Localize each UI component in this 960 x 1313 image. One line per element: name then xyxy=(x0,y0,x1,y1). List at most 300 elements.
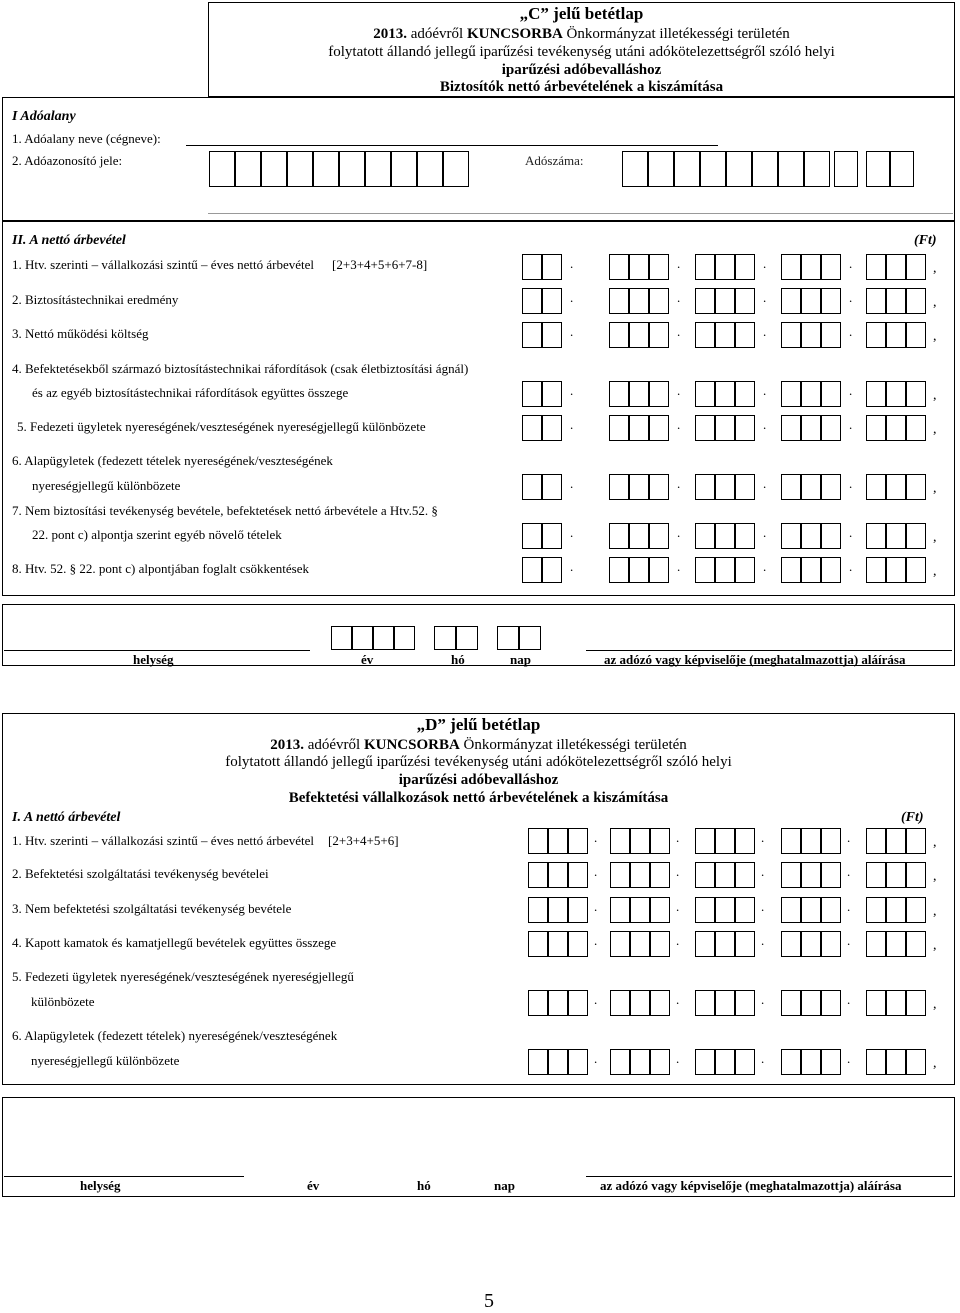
d-row3-digit-box[interactable] xyxy=(568,897,588,923)
d-row3-thousand-separator: . xyxy=(761,899,765,914)
c-row2-digit-box[interactable] xyxy=(821,288,841,314)
d-row1-formula: [2+3+4+5+6] xyxy=(328,833,399,848)
d-row3-digit-box[interactable] xyxy=(821,897,841,923)
c-row6-digit-box[interactable] xyxy=(522,474,542,500)
tax-id-digit-box[interactable] xyxy=(261,151,287,187)
c-row1-thousand-separator: . xyxy=(763,256,767,271)
c-row4-digit-box[interactable] xyxy=(801,381,821,407)
d-row5-digit-box[interactable] xyxy=(906,990,926,1016)
c-row8-digit-box[interactable] xyxy=(735,557,755,583)
c-row3-digit-box[interactable] xyxy=(735,322,755,348)
c-row5-thousand-separator: . xyxy=(677,417,681,432)
d-row3-digit-box[interactable] xyxy=(781,897,801,923)
c-row5-digit-box[interactable] xyxy=(866,415,886,441)
d-row2-label: 2. Befektetési szolgáltatási tevékenység bevételei xyxy=(12,866,269,881)
c-row1-digit-box[interactable] xyxy=(886,254,906,280)
d-row4-digit-box[interactable] xyxy=(568,931,588,957)
c-row3-digit-box[interactable] xyxy=(781,322,801,348)
day-digit-box[interactable] xyxy=(497,626,519,650)
c-row8-digit-box[interactable] xyxy=(781,557,801,583)
year-digit-box[interactable] xyxy=(352,626,373,650)
c-row3-digit-box[interactable] xyxy=(886,322,906,348)
taxpayer-name-field[interactable] xyxy=(186,145,718,146)
d-row3-digit-box[interactable] xyxy=(715,897,735,923)
c-row4-digit-box[interactable] xyxy=(609,381,629,407)
year-digit-box[interactable] xyxy=(373,626,394,650)
c-row6-digit-box[interactable] xyxy=(735,474,755,500)
c-row5-label: 5. Fedezeti ügyletek nyereségének/veszteségének nyereségjellegű különbözete xyxy=(17,419,426,434)
c-row5-digit-box[interactable] xyxy=(695,415,715,441)
tax-id-digit-box[interactable] xyxy=(417,151,443,187)
c-row6-digit-box[interactable] xyxy=(542,474,562,500)
d-row6-digit-box[interactable] xyxy=(821,1049,841,1075)
d-row3-digit-box[interactable] xyxy=(866,897,886,923)
c-row6-digit-box[interactable] xyxy=(649,474,669,500)
signature-line[interactable] xyxy=(586,650,952,651)
c-row7-digit-box[interactable] xyxy=(906,523,926,549)
c-row4-digit-box[interactable] xyxy=(695,381,715,407)
c-row6-digit-box[interactable] xyxy=(866,474,886,500)
d-row5-digit-box[interactable] xyxy=(568,990,588,1016)
d-row5-digit-box[interactable] xyxy=(548,990,568,1016)
d-row1-digit-box[interactable] xyxy=(906,828,926,854)
c-row4-thousand-separator: . xyxy=(677,383,681,398)
d-row6-digit-box[interactable] xyxy=(568,1049,588,1075)
c-row4-digit-box[interactable] xyxy=(715,381,735,407)
c-row1-digit-box[interactable] xyxy=(906,254,926,280)
tax-id-digit-box[interactable] xyxy=(287,151,313,187)
d-row6-digit-box[interactable] xyxy=(528,1049,548,1075)
c-row5-digit-box[interactable] xyxy=(781,415,801,441)
d-row5-digit-box[interactable] xyxy=(630,990,650,1016)
c-row5-digit-box[interactable] xyxy=(715,415,735,441)
c-row7-digit-box[interactable] xyxy=(629,523,649,549)
c-row5-thousand-separator: . xyxy=(763,417,767,432)
tax-id-digit-box[interactable] xyxy=(313,151,339,187)
tax-id-digit-box[interactable] xyxy=(443,151,469,187)
d-row2-digit-box[interactable] xyxy=(610,862,630,888)
c-row2-thousand-separator: . xyxy=(570,290,574,305)
tax-number-digit-box[interactable] xyxy=(804,151,830,187)
c-row1-digit-box[interactable] xyxy=(781,254,801,280)
c-row5-digit-box[interactable] xyxy=(906,415,926,441)
d-row2-digit-box[interactable] xyxy=(821,862,841,888)
c-row2-digit-box[interactable] xyxy=(609,288,629,314)
c-row8-digit-box[interactable] xyxy=(866,557,886,583)
c-row6-label-2: nyereségjellegű különbözete xyxy=(32,478,181,493)
d-row1-digit-box[interactable] xyxy=(650,828,670,854)
d-row5-digit-box[interactable] xyxy=(528,990,548,1016)
c-row5-digit-box[interactable] xyxy=(821,415,841,441)
d-row4-digit-box[interactable] xyxy=(610,931,630,957)
c-row7-thousand-separator: . xyxy=(570,525,574,540)
c-row1-label: 1. Htv. szerinti – vállalkozási szintű – éves nettó árbevétel [2+3+4+5+6+7-8] xyxy=(12,257,428,272)
c-row6-digit-box[interactable] xyxy=(609,474,629,500)
c-row4-thousand-separator: . xyxy=(570,383,574,398)
c-row3-thousand-separator: . xyxy=(763,324,767,339)
c-row3-digit-box[interactable] xyxy=(801,322,821,348)
d-row2-digit-box[interactable] xyxy=(630,862,650,888)
tax-id-digit-box[interactable] xyxy=(339,151,365,187)
c-row7-thousand-separator: . xyxy=(849,525,853,540)
d-row2-digit-box[interactable] xyxy=(886,862,906,888)
c-row7-digit-box[interactable] xyxy=(735,523,755,549)
c-row3-digit-box[interactable] xyxy=(542,322,562,348)
c-row8-digit-box[interactable] xyxy=(629,557,649,583)
d-row6-digit-box[interactable] xyxy=(735,1049,755,1075)
c-row5-digit-box[interactable] xyxy=(522,415,542,441)
c-row7-digit-box[interactable] xyxy=(801,523,821,549)
d-row5-digit-box[interactable] xyxy=(886,990,906,1016)
c-row2-digit-box[interactable] xyxy=(629,288,649,314)
d-row1-digit-box[interactable] xyxy=(866,828,886,854)
c-row4-digit-box[interactable] xyxy=(886,381,906,407)
d-row4-digit-box[interactable] xyxy=(695,931,715,957)
d-sig-signer-label: az adózó vagy képviselője (meghatalmazottja) aláírása xyxy=(600,1178,902,1193)
d-row5-label: 5. Fedezeti ügyletek nyereségének/veszteségének nyereségjellegű xyxy=(12,969,354,984)
tax-number-digit-box[interactable] xyxy=(752,151,778,187)
c-row7-digit-box[interactable] xyxy=(695,523,715,549)
d-row2-digit-box[interactable] xyxy=(866,862,886,888)
c-row5-digit-box[interactable] xyxy=(886,415,906,441)
d-row3-digit-box[interactable] xyxy=(886,897,906,923)
d-row2-digit-box[interactable] xyxy=(650,862,670,888)
form-c-line1-suffix: Önkormányzat illetékességi területén xyxy=(562,26,790,42)
c-row4-digit-box[interactable] xyxy=(821,381,841,407)
c-row4-digit-box[interactable] xyxy=(522,381,542,407)
d-row3-thousand-separator: . xyxy=(676,899,680,914)
d-row3-digit-box[interactable] xyxy=(695,897,715,923)
c-row6-digit-box[interactable] xyxy=(695,474,715,500)
d-row4-digit-box[interactable] xyxy=(548,931,568,957)
c-row1-digit-box[interactable] xyxy=(801,254,821,280)
d-row2-digit-box[interactable] xyxy=(528,862,548,888)
c-row5-decimal-comma: , xyxy=(933,422,937,437)
c-row4-digit-box[interactable] xyxy=(542,381,562,407)
c-row3-digit-box[interactable] xyxy=(609,322,629,348)
c-row7-digit-box[interactable] xyxy=(542,523,562,549)
d-row3-digit-box[interactable] xyxy=(735,897,755,923)
d-row5-digit-box[interactable] xyxy=(821,990,841,1016)
c-row8-thousand-separator: . xyxy=(763,559,767,574)
tax-id-digit-box[interactable] xyxy=(365,151,391,187)
form-c-year: 2013. xyxy=(373,26,407,42)
d-row1-digit-box[interactable] xyxy=(886,828,906,854)
d-row4-digit-box[interactable] xyxy=(781,931,801,957)
d-row5-digit-box[interactable] xyxy=(735,990,755,1016)
d-row6-digit-box[interactable] xyxy=(695,1049,715,1075)
d-row4-digit-box[interactable] xyxy=(650,931,670,957)
d-row6-digit-box[interactable] xyxy=(906,1049,926,1075)
d-row4-digit-box[interactable] xyxy=(886,931,906,957)
d-row2-thousand-separator: . xyxy=(847,864,851,879)
d-row4-digit-box[interactable] xyxy=(801,931,821,957)
d-row4-thousand-separator: . xyxy=(847,933,851,948)
c-row3-digit-box[interactable] xyxy=(906,322,926,348)
c-row3-thousand-separator: . xyxy=(677,324,681,339)
d-row6-thousand-separator: . xyxy=(676,1051,680,1066)
c-row3-digit-box[interactable] xyxy=(866,322,886,348)
c-row8-digit-box[interactable] xyxy=(906,557,926,583)
tax-number-digit-box[interactable] xyxy=(726,151,752,187)
d-row3-thousand-separator: . xyxy=(594,899,598,914)
c-row7-digit-box[interactable] xyxy=(866,523,886,549)
d-row3-digit-box[interactable] xyxy=(801,897,821,923)
d-row1-digit-box[interactable] xyxy=(548,828,568,854)
d-row5-decimal-comma: , xyxy=(933,997,937,1012)
c-row1-digit-box[interactable] xyxy=(735,254,755,280)
d-row1-digit-box[interactable] xyxy=(781,828,801,854)
d-row4-thousand-separator: . xyxy=(676,933,680,948)
c-row6-thousand-separator: . xyxy=(570,476,574,491)
c-row1-formula: [2+3+4+5+6+7-8] xyxy=(332,257,428,272)
d-row6-digit-box[interactable] xyxy=(610,1049,630,1075)
c-row6-digit-box[interactable] xyxy=(781,474,801,500)
d-row6-digit-box[interactable] xyxy=(548,1049,568,1075)
c-row1-digit-box[interactable] xyxy=(629,254,649,280)
c-row1-digit-box[interactable] xyxy=(522,254,542,280)
c-row6-digit-box[interactable] xyxy=(886,474,906,500)
c-sig-place-label: helység xyxy=(133,652,174,667)
c-row1-digit-box[interactable] xyxy=(821,254,841,280)
c-row5-digit-box[interactable] xyxy=(801,415,821,441)
d-sig-place-label: helység xyxy=(80,1178,121,1193)
c-row2-digit-box[interactable] xyxy=(886,288,906,314)
tax-id-digit-box[interactable] xyxy=(391,151,417,187)
d-row2-digit-box[interactable] xyxy=(568,862,588,888)
c-row1-digit-box[interactable] xyxy=(649,254,669,280)
d-row2-digit-box[interactable] xyxy=(781,862,801,888)
tax-id-digit-box[interactable] xyxy=(235,151,261,187)
tax-number-digit-box[interactable] xyxy=(700,151,726,187)
d-row6-digit-box[interactable] xyxy=(650,1049,670,1075)
signature-line-d[interactable] xyxy=(586,1176,952,1177)
d-row4-digit-box[interactable] xyxy=(735,931,755,957)
d-row3-thousand-separator: . xyxy=(847,899,851,914)
c-row7-thousand-separator: . xyxy=(677,525,681,540)
c-row8-digit-box[interactable] xyxy=(649,557,669,583)
c-row6-digit-box[interactable] xyxy=(629,474,649,500)
c-row2-digit-box[interactable] xyxy=(542,288,562,314)
d-row2-digit-box[interactable] xyxy=(906,862,926,888)
d-row5-digit-box[interactable] xyxy=(801,990,821,1016)
d-row2-digit-box[interactable] xyxy=(548,862,568,888)
c-row8-digit-box[interactable] xyxy=(542,557,562,583)
d-row2-digit-box[interactable] xyxy=(695,862,715,888)
d-row6-digit-box[interactable] xyxy=(715,1049,735,1075)
d-row4-digit-box[interactable] xyxy=(528,931,548,957)
c-row1-thousand-separator: . xyxy=(677,256,681,271)
d-row6-label: 6. Alapügyletek (fedezett tételek) nyereségének/veszteségének xyxy=(12,1028,338,1043)
c-row5-digit-box[interactable] xyxy=(649,415,669,441)
d-sig-year-label: év xyxy=(307,1178,320,1193)
c-row4-digit-box[interactable] xyxy=(649,381,669,407)
d-row5-digit-box[interactable] xyxy=(695,990,715,1016)
c-row3-digit-box[interactable] xyxy=(821,322,841,348)
d-row1-digit-box[interactable] xyxy=(528,828,548,854)
d-row1-digit-box[interactable] xyxy=(801,828,821,854)
form-c-subtitle-line4: Biztosítók nettó árbevételének a kiszámítása xyxy=(439,79,724,95)
c-row5-thousand-separator: . xyxy=(570,417,574,432)
d-row4-digit-box[interactable] xyxy=(866,931,886,957)
tax-number-digit-box[interactable] xyxy=(648,151,674,187)
c-row2-digit-box[interactable] xyxy=(715,288,735,314)
c-row3-digit-box[interactable] xyxy=(629,322,649,348)
c-row8-digit-box[interactable] xyxy=(886,557,906,583)
c-row8-digit-box[interactable] xyxy=(522,557,542,583)
c-row1-digit-box[interactable] xyxy=(715,254,735,280)
d-row6-digit-box[interactable] xyxy=(801,1049,821,1075)
c-row2-digit-box[interactable] xyxy=(801,288,821,314)
c-row2-digit-box[interactable] xyxy=(735,288,755,314)
c-row6-digit-box[interactable] xyxy=(801,474,821,500)
c-row4-digit-box[interactable] xyxy=(906,381,926,407)
d-row4-digit-box[interactable] xyxy=(715,931,735,957)
month-digit-box[interactable] xyxy=(434,626,456,650)
form-c-section2-title: II. A nettó árbevétel xyxy=(12,233,126,248)
c-row5-digit-box[interactable] xyxy=(542,415,562,441)
c-row4-thousand-separator: . xyxy=(849,383,853,398)
form-c-subtitle-line1 xyxy=(209,25,954,43)
d-row1-digit-box[interactable] xyxy=(610,828,630,854)
d-row5-digit-box[interactable] xyxy=(715,990,735,1016)
c-row4-digit-box[interactable] xyxy=(866,381,886,407)
c-row6-digit-box[interactable] xyxy=(906,474,926,500)
place-line-d[interactable] xyxy=(4,1176,244,1177)
d-row5-digit-box[interactable] xyxy=(650,990,670,1016)
c-row1-digit-box[interactable] xyxy=(542,254,562,280)
d-row5-digit-box[interactable] xyxy=(866,990,886,1016)
place-line[interactable] xyxy=(4,650,310,651)
c-row8-digit-box[interactable] xyxy=(695,557,715,583)
c-row6-digit-box[interactable] xyxy=(715,474,735,500)
c-row7-digit-box[interactable] xyxy=(886,523,906,549)
d-row3-digit-box[interactable] xyxy=(650,897,670,923)
d-row1-thousand-separator: . xyxy=(594,830,598,845)
c-row1-thousand-separator: . xyxy=(570,256,574,271)
form-d-subtitle-line3: iparűzési adóbevalláshoz xyxy=(398,772,559,788)
c-row8-thousand-separator: . xyxy=(570,559,574,574)
c-row8-thousand-separator: . xyxy=(849,559,853,574)
d-row5-thousand-separator: . xyxy=(847,992,851,1007)
c-row1-digit-box[interactable] xyxy=(695,254,715,280)
form-c-section1-title: I Adóalany xyxy=(12,109,76,124)
d-row6-digit-box[interactable] xyxy=(886,1049,906,1075)
d-row5-digit-box[interactable] xyxy=(610,990,630,1016)
c-row5-digit-box[interactable] xyxy=(609,415,629,441)
form-d-subtitle-line2: folytatott állandó jellegű iparűzési tevékenység utáni adókötelezettségről szóló helyi xyxy=(225,754,732,770)
c-row3-digit-box[interactable] xyxy=(522,322,542,348)
form-c-header-box xyxy=(208,2,955,97)
tax-number-digit-box[interactable] xyxy=(674,151,700,187)
d-row1-digit-box[interactable] xyxy=(568,828,588,854)
month-digit-box[interactable] xyxy=(456,626,478,650)
c-row7-digit-box[interactable] xyxy=(715,523,735,549)
d-row2-digit-box[interactable] xyxy=(715,862,735,888)
c-row7-digit-box[interactable] xyxy=(649,523,669,549)
c-row2-digit-box[interactable] xyxy=(695,288,715,314)
tax-number-digit-box[interactable] xyxy=(866,151,890,187)
c-row4-digit-box[interactable] xyxy=(629,381,649,407)
tax-id-digit-box[interactable] xyxy=(209,151,235,187)
d-row4-digit-box[interactable] xyxy=(630,931,650,957)
c-row4-digit-box[interactable] xyxy=(735,381,755,407)
c-row3-digit-box[interactable] xyxy=(649,322,669,348)
d-row1-digit-box[interactable] xyxy=(715,828,735,854)
c-row6-digit-box[interactable] xyxy=(821,474,841,500)
c-row2-digit-box[interactable] xyxy=(649,288,669,314)
d-row2-digit-box[interactable] xyxy=(735,862,755,888)
d-row3-decimal-comma: , xyxy=(933,904,937,919)
form-d-subtitle-line4: Befektetési vállalkozások nettó árbevételének a kiszámítása xyxy=(288,790,669,806)
d-row4-digit-box[interactable] xyxy=(821,931,841,957)
d-row3-digit-box[interactable] xyxy=(630,897,650,923)
c-row2-label: 2. Biztosítástechnikai eredmény xyxy=(12,292,179,307)
c-row3-label: 3. Nettó működési költség xyxy=(12,326,149,341)
tax-number-digit-box[interactable] xyxy=(890,151,914,187)
d-row3-digit-box[interactable] xyxy=(548,897,568,923)
c-row6-thousand-separator: . xyxy=(849,476,853,491)
c-row6-thousand-separator: . xyxy=(763,476,767,491)
d-row2-thousand-separator: . xyxy=(594,864,598,879)
c-row1-digit-box[interactable] xyxy=(866,254,886,280)
d-row1-digit-box[interactable] xyxy=(695,828,715,854)
d-row1-digit-box[interactable] xyxy=(630,828,650,854)
tax-number-digit-box[interactable] xyxy=(622,151,648,187)
c-row1-digit-box[interactable] xyxy=(609,254,629,280)
year-digit-box[interactable] xyxy=(394,626,415,650)
c-sig-day-label: nap xyxy=(510,652,531,667)
c-row3-digit-box[interactable] xyxy=(715,322,735,348)
year-digit-box[interactable] xyxy=(331,626,352,650)
d-row3-digit-box[interactable] xyxy=(906,897,926,923)
c-row4-label-2: és az egyéb biztosítástechnikai ráfordítások együttes összege xyxy=(32,385,349,400)
c-row2-digit-box[interactable] xyxy=(906,288,926,314)
d-row5-digit-box[interactable] xyxy=(781,990,801,1016)
d-row4-digit-box[interactable] xyxy=(906,931,926,957)
d-row2-digit-box[interactable] xyxy=(801,862,821,888)
tax-number-digit-box[interactable] xyxy=(778,151,804,187)
c-row2-digit-box[interactable] xyxy=(522,288,542,314)
c-row8-digit-box[interactable] xyxy=(715,557,735,583)
c-row8-digit-box[interactable] xyxy=(609,557,629,583)
c-row8-digit-box[interactable] xyxy=(801,557,821,583)
form-d-line1-suffix: Önkormányzat illetékességi területén xyxy=(459,737,687,753)
d-row1-digit-box[interactable] xyxy=(735,828,755,854)
c-row7-digit-box[interactable] xyxy=(781,523,801,549)
d-row6-digit-box[interactable] xyxy=(630,1049,650,1075)
d-row3-digit-box[interactable] xyxy=(610,897,630,923)
d-row3-digit-box[interactable] xyxy=(528,897,548,923)
c-row4-digit-box[interactable] xyxy=(781,381,801,407)
c-row2-digit-box[interactable] xyxy=(781,288,801,314)
c-row8-digit-box[interactable] xyxy=(821,557,841,583)
c-row7-digit-box[interactable] xyxy=(522,523,542,549)
c-row5-digit-box[interactable] xyxy=(735,415,755,441)
d-row4-thousand-separator: . xyxy=(594,933,598,948)
c-row5-digit-box[interactable] xyxy=(629,415,649,441)
page-number: 5 xyxy=(484,1290,494,1312)
tax-number-digit-box[interactable] xyxy=(834,151,858,187)
c-row3-digit-box[interactable] xyxy=(695,322,715,348)
c-row7-digit-box[interactable] xyxy=(821,523,841,549)
d-row6-digit-box[interactable] xyxy=(781,1049,801,1075)
day-digit-box[interactable] xyxy=(519,626,541,650)
c-row7-digit-box[interactable] xyxy=(609,523,629,549)
d-row6-digit-box[interactable] xyxy=(866,1049,886,1075)
c-row2-digit-box[interactable] xyxy=(866,288,886,314)
d-row1-digit-box[interactable] xyxy=(821,828,841,854)
